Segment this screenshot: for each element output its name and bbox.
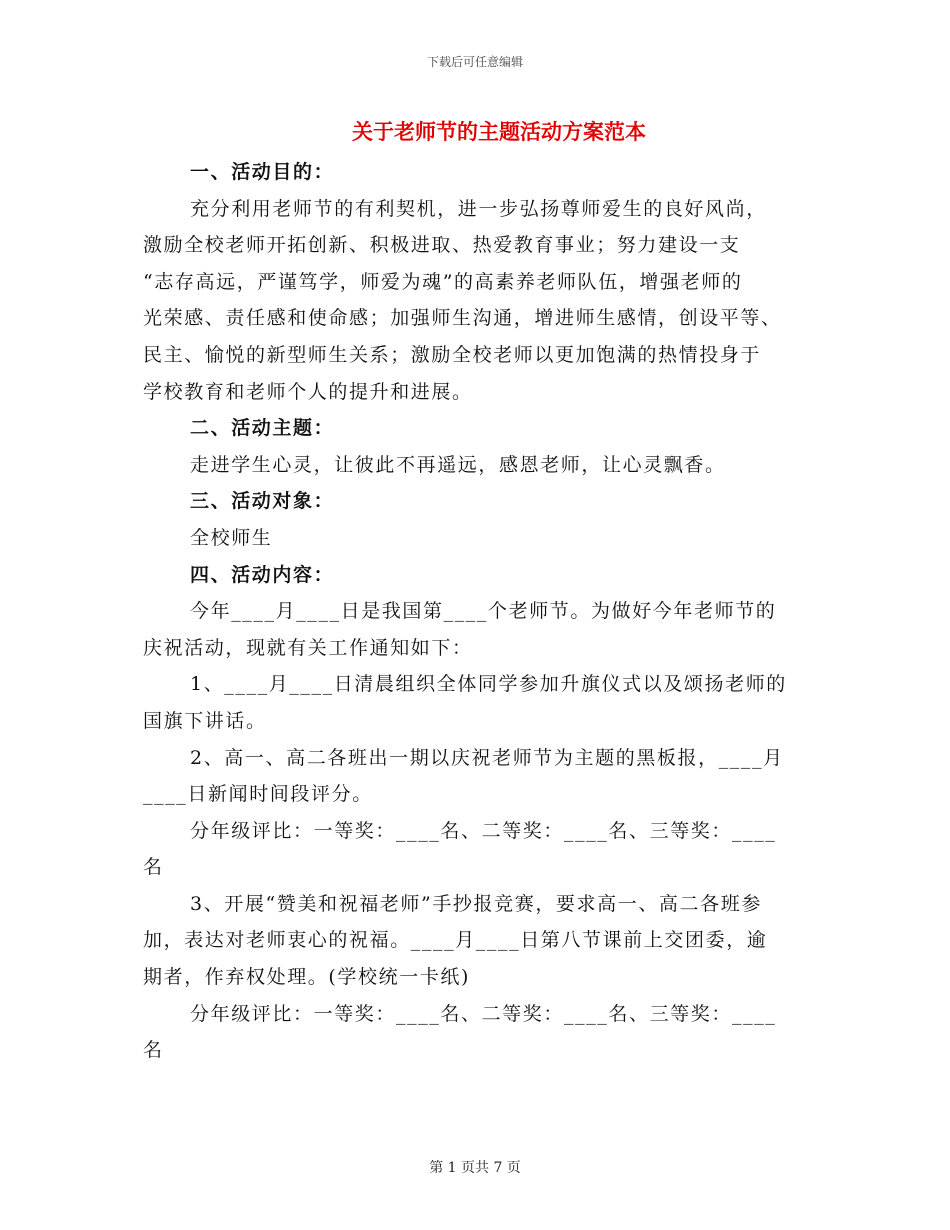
body-text-line: 名 [143, 1039, 164, 1062]
section-heading: 四、活动内容： [190, 563, 335, 586]
body-text-line: 全校师生 [190, 526, 273, 549]
body-text-line: 民主、愉悦的新型师生关系；激励全校老师以更加饱满的热情投身于 [143, 343, 762, 366]
body-text-line: “志存高远，严谨笃学，师爱为魂”的高素养老师队伍，增强老师的 [143, 270, 743, 293]
body-text-line: 国旗下讲话。 [143, 709, 267, 732]
body-text-line: 今年____月____日是我国第____个老师节。为做好今年老师节的 [190, 600, 777, 623]
section-heading: 三、活动对象： [190, 490, 335, 513]
document-title: 关于老师节的主题活动方案范本 [352, 119, 646, 144]
body-text-line: 激励全校老师开拓创新、积极进取、热爱教育事业；努力建设一支 [143, 234, 741, 257]
body-text-line: 庆祝活动，现就有关工作通知如下： [143, 636, 473, 659]
body-text-line: 3、开展“赞美和祝福老师”手抄报竞赛，要求高一、高二各班参 [190, 892, 762, 915]
header-note: 下载后可任意编辑 [426, 55, 523, 69]
body-text-line: 分年级评比：一等奖：____名、二等奖：____名、三等奖：____ [190, 1002, 777, 1025]
body-text-line: 期者，作弃权处理。(学校统一卡纸) [143, 966, 471, 989]
body-text-line: 加，表达对老师衷心的祝福。____月____日第八节课前上交团委，逾 [143, 929, 768, 952]
body-text-line: 走进学生心灵，让彼此不再遥远，感恩老师，让心灵飘香。 [190, 453, 726, 476]
body-text-line: 1、____月____日清晨组织全体同学参加升旗仪式以及颂扬老师的 [190, 673, 787, 696]
body-text-line: 光荣感、责任感和使命感；加强师生沟通，增进师生感情，创设平等、 [143, 307, 782, 330]
document-body [143, 154, 808, 1069]
section-heading: 二、活动主题： [190, 417, 335, 440]
body-text-line: 名 [143, 856, 164, 879]
body-text-line: 学校教育和老师个人的提升和进展。 [143, 380, 473, 403]
page-number-footer: 第 1 页共 7 页 [429, 1160, 521, 1176]
body-text-line: ____日新闻时间段评分。 [143, 783, 373, 806]
body-text-line: 充分利用老师节的有利契机，进一步弘扬尊师爱生的良好风尚， [190, 197, 767, 220]
body-text-line: 分年级评比：一等奖：____名、二等奖：____名、三等奖：____ [190, 819, 777, 842]
section-heading: 一、活动目的： [190, 161, 335, 183]
body-text-line: 2、高一、高二各班出一期以庆祝老师节为主题的黑板报，____月 [190, 746, 784, 769]
